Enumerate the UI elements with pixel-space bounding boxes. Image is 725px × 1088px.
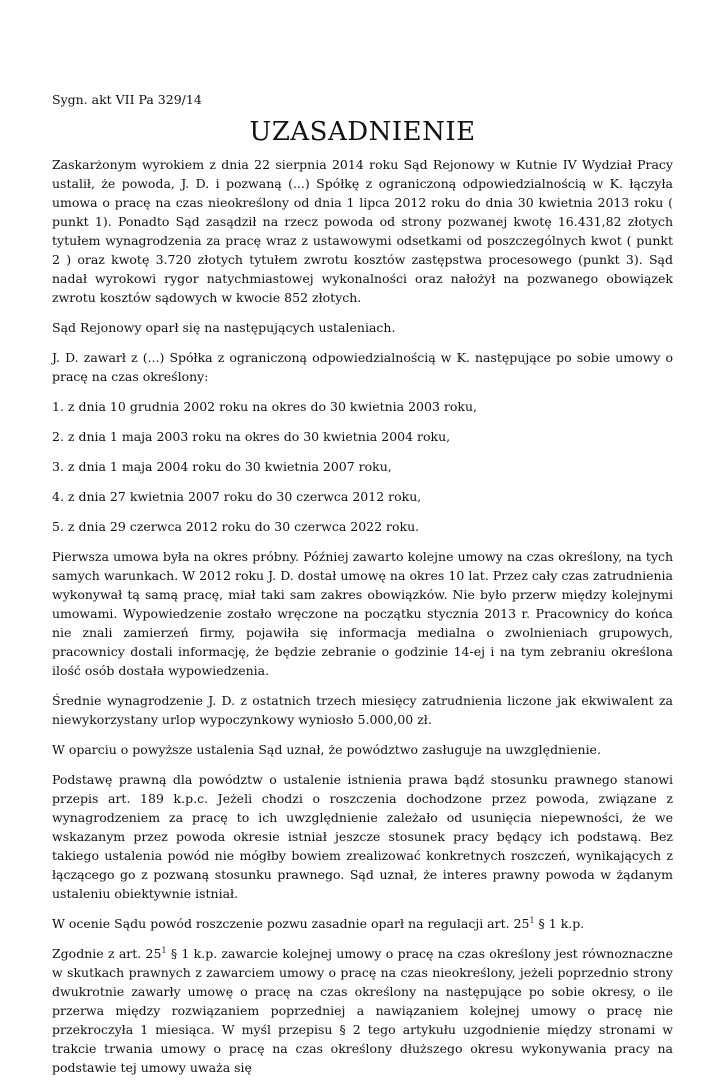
- paragraph-findings-intro: Sąd Rejonowy oparł się na następujących ustaleniach.: [52, 320, 396, 335]
- paragraph-judgment-summary: Zaskarżonym wyrokiem z dnia 22 sierpnia 2014 roku Sąd Rejonowy w Kutnie IV Wydział Pracy ustalił, że powoda, J. D. i pozwaną (...) Spółkę z ograniczoną odpowiedzialnością w K. łączyła umowa o pracę na czas nieokreślony od dnia 1 lipca 2012 roku do dnia 30 kwietnia 2013 roku ( punkt 1). Ponadto Sąd zasądził na rzecz powoda od strony pozwanej kwotę 16.431,82 złotych tytułem wynagrodzenia za pracę wraz z ustawowymi odsetkami od poszczególnych kwot ( punkt 2 ) oraz kwotę 3.720 złotych tytułem zwrotu kosztów zastępstwa procesowego (punkt 3). Sąd nadał wyrokowi rygor natychmiastowej wykonalności oraz nałożył na pozwanego obowiązek zwrotu kosztów sądowych w kwocie 852 złotych.: [52, 157, 673, 305]
- paragraph-article-assessment: [52, 914, 673, 933]
- list-item-contract-2: 2. z dnia 1 maja 2003 roku na okres do 30 kwietnia 2004 roku,: [52, 429, 451, 444]
- list-item-contract-1: 1. z dnia 10 grudnia 2002 roku na okres do 30 kwietnia 2003 roku,: [52, 399, 477, 414]
- list-item-contract-4: 4. z dnia 27 kwietnia 2007 roku do 30 czerwca 2012 roku,: [52, 489, 422, 504]
- list-item-contract-3: 3. z dnia 1 maja 2004 roku do 30 kwietnia 2007 roku,: [52, 459, 392, 474]
- provision-superscript: 1: [161, 945, 167, 955]
- list-item-contract-5: 5. z dnia 29 czerwca 2012 roku do 30 czerwca 2022 roku.: [52, 519, 420, 534]
- article-superscript: 1: [529, 915, 535, 925]
- document-title: UZASADNIENIE: [249, 117, 476, 147]
- document-page: [52, 90, 673, 1088]
- paragraph-average-salary: Średnie wynagrodzenie J. D. z ostatnich trzech miesięcy zatrudnienia liczone jak ekwiwalent za niewykorzystany urlop wypoczynkowy wyniosło 5.000,00 zł.: [52, 693, 673, 727]
- paragraph-employment-facts: Pierwsza umowa była na okres próbny. Później zawarto kolejne umowy na czas określony, na tych samych warunkach. W 2012 roku J. D. dostał umowę na okres 10 lat. Przez cały czas zatrudnienia wykonywał tą samą pracę, miał taki sam zakres obowiązków. Nie było przerw między kolejnymi umowami. Wypowiedzenie zostało wręczone na początku stycznia 2013 r. Pracownicy do końca nie znali zamierzeń firmy, pojawiła się informacja medialna o zwolnieniach grupowych, pracownicy dostali informację, że będzie zebranie o godzinie 14-ej i na tym zebraniu określona ilość osób dostała wypowiedzenia.: [52, 549, 673, 678]
- provision-text-start: Zgodnie z art. 25: [52, 946, 162, 961]
- paragraph-article-provision: [52, 944, 673, 1077]
- paragraph-contracts-intro: J. D. zawarł z (...) Spółka z ograniczoną odpowiedzialnością w K. następujące po sobie umowy o pracę na czas określony:: [52, 350, 673, 384]
- paragraph-court-conclusion: W oparciu o powyższe ustalenia Sąd uznał, że powództwo zasługuje na uwzględnienie.: [52, 742, 601, 757]
- provision-text-end: § 1 k.p. zawarcie kolejnej umowy o pracę na czas określony jest równoznaczne w skutkach prawnych z zawarciem umowy o pracę na czas nieokreślony, jeżeli poprzednio strony dwukrotnie zawarły umowę o pracę na czas określony na następujące po sobie okresy, o ile przerwa między rozwiązaniem poprzedniej a nawiązaniem kolejnej umowy o pracę nie przekroczyła 1 miesiąca. W myśl przepisu § 2 tego artykułu uzgodnienie między stronami w trakcie trwania umowy o pracę na czas określony dłuższego okresu wykonywania pracy na podstawie tej umowy uważa się: [52, 946, 673, 1075]
- article-text-end: § 1 k.p.: [534, 916, 585, 931]
- paragraph-legal-basis: Podstawę prawną dla powództw o ustalenie istnienia prawa bądź stosunku prawnego stanowi przepis art. 189 k.p.c. Jeżeli chodzi o roszczenia dochodzone przez powoda, związane z wynagrodzeniem za pracę to ich uwzględnienie zależało od usunięcia niepewności, że we wskazanym przez powoda okresie istniał jeszcze stosunek pracy będący ich podstawą. Bez takiego ustalenia powód nie mógłby bowiem zrealizować konkretnych roszczeń, wynikających z łączącego go z pozwaną stosunku prawnego. Sąd uznał, że interes prawny powoda w żądanym ustaleniu obiektywnie istniał.: [52, 772, 673, 901]
- article-text-start: W ocenie Sądu powód roszczenie pozwu zasadnie oparł na regulacji art. 25: [52, 916, 530, 931]
- case-signature: Sygn. akt VII Pa 329/14: [52, 92, 202, 107]
